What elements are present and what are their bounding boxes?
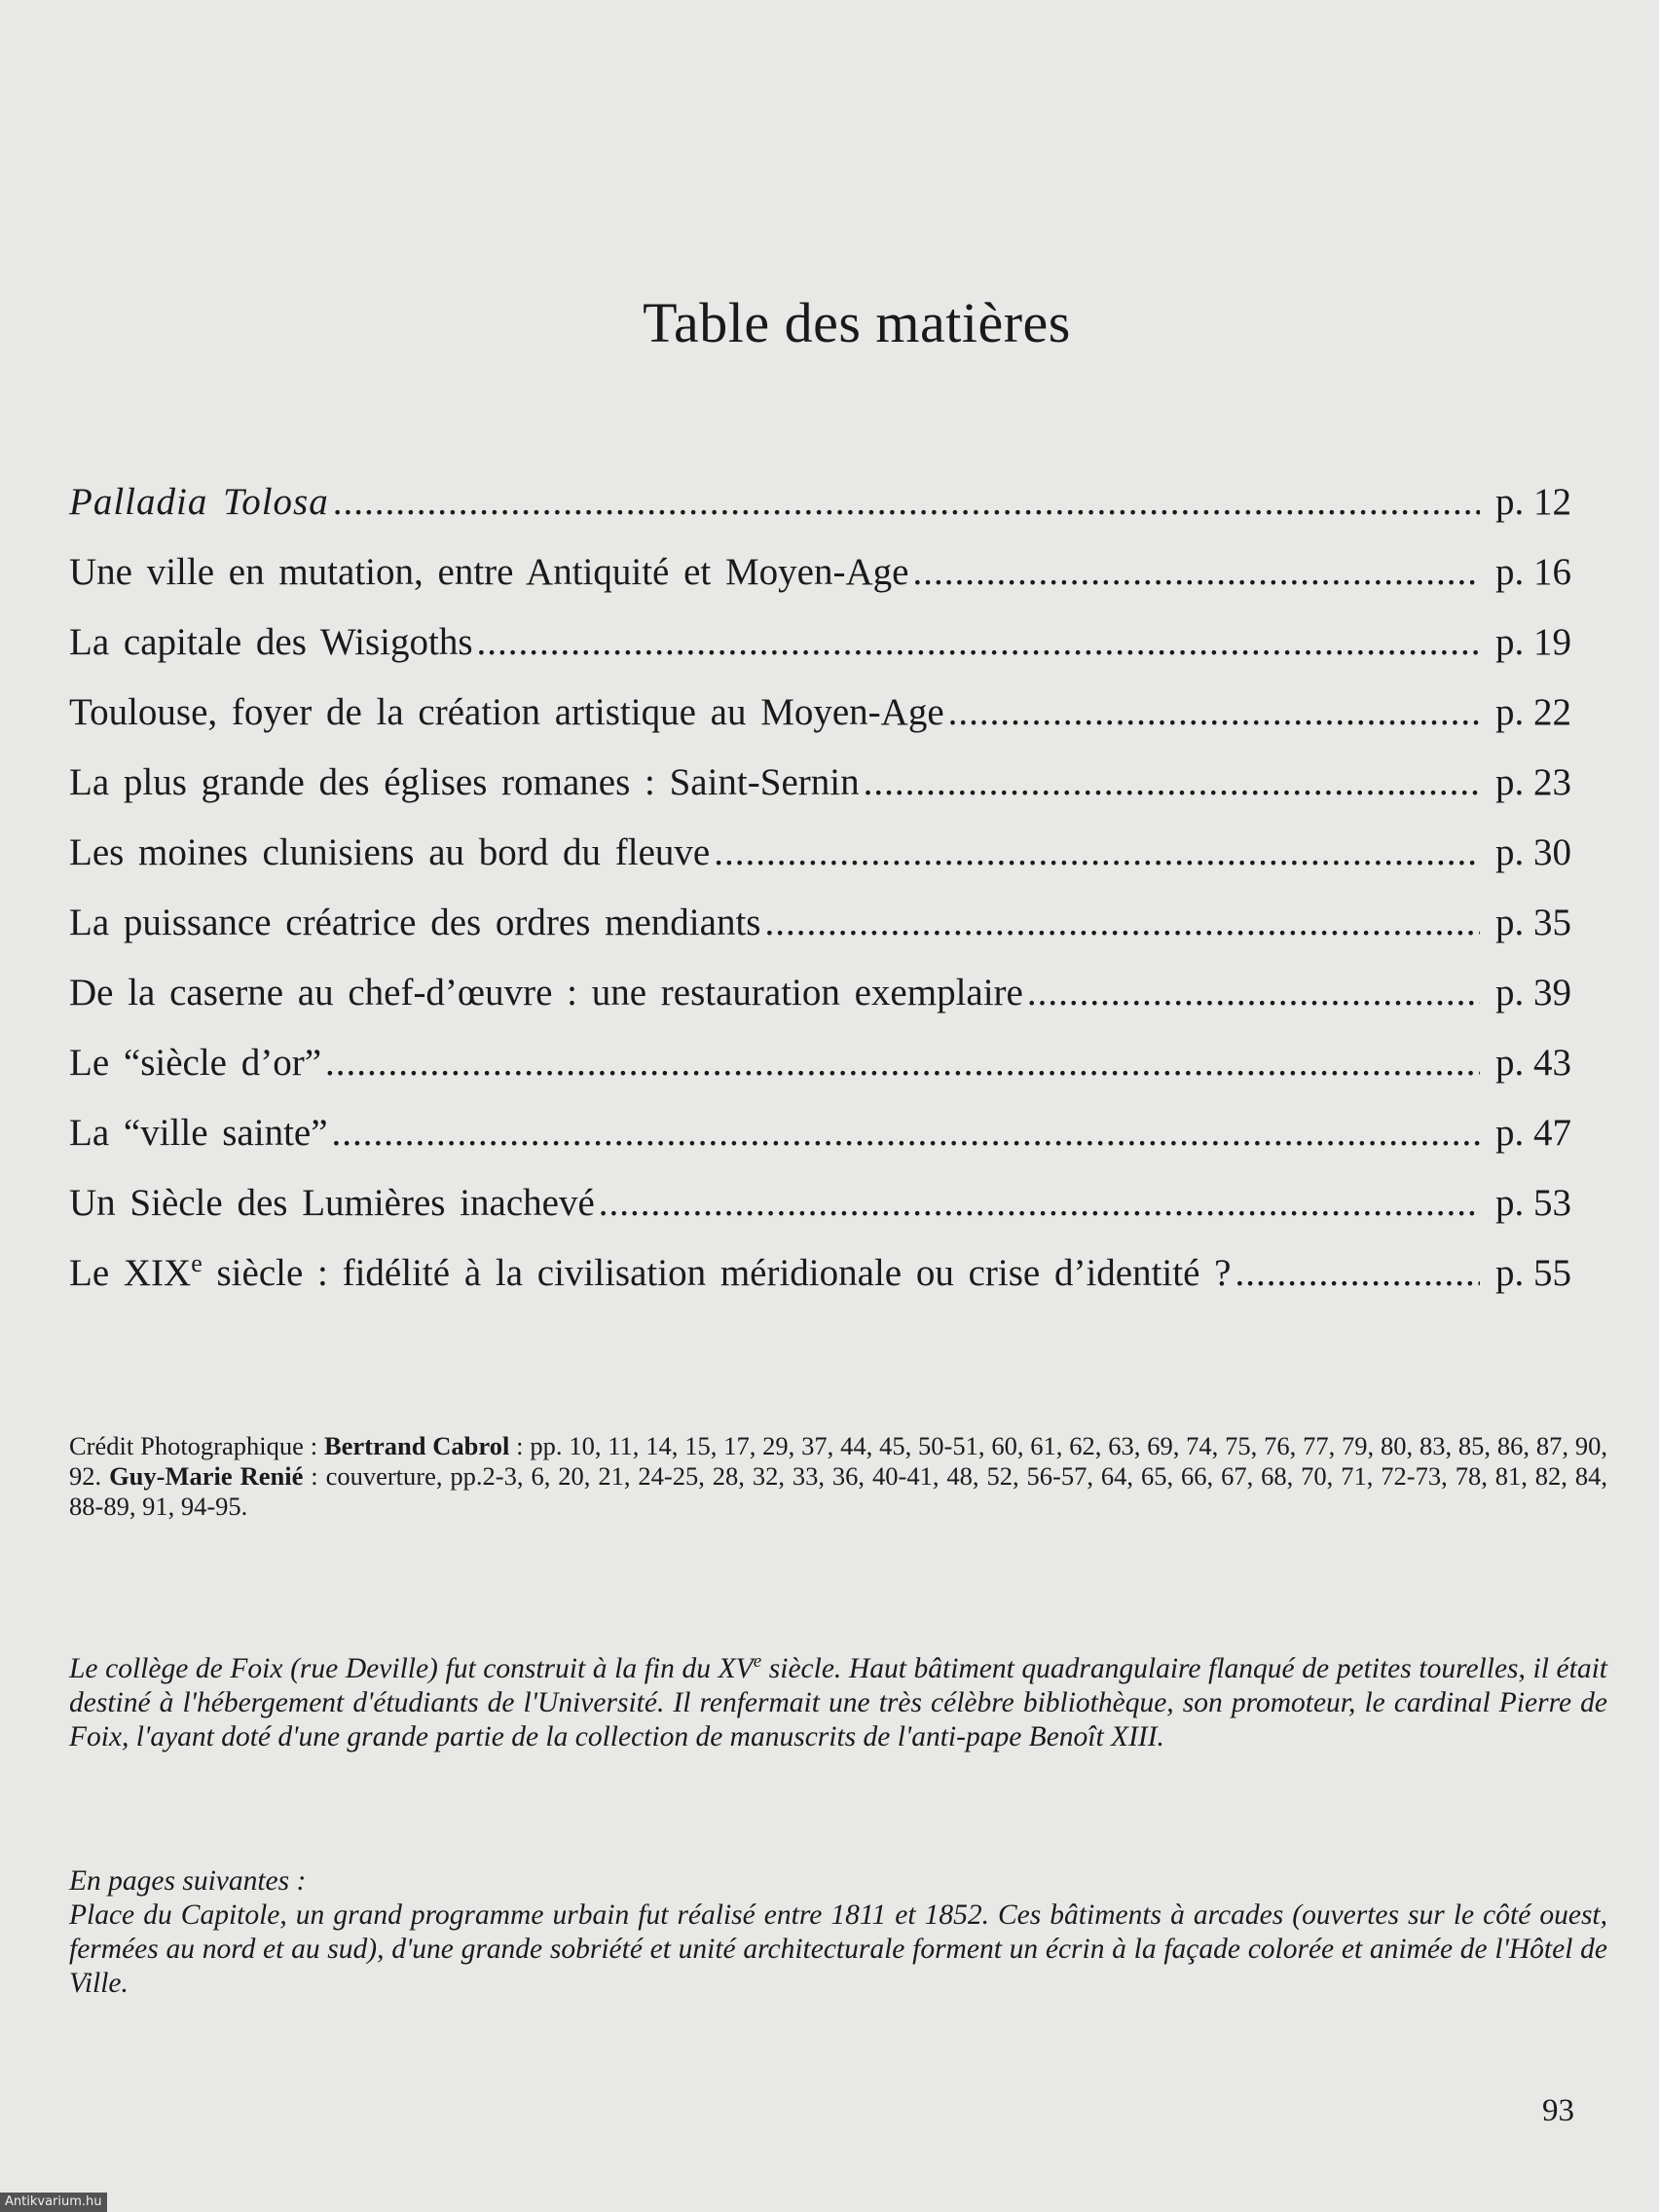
caption-text: Le collège de Foix (rue Deville) fut construit à la fin du XV [69,1653,754,1684]
photographer-name: Guy-Marie Renié [109,1461,304,1491]
toc-entry [69,1246,1627,1316]
toc-entry-title: Palladia Tolosa [69,481,329,523]
caption-college-de-foix [69,1652,1607,1754]
dot-leader [325,1036,1480,1090]
toc-entry-page: p. 35 [1495,902,1571,943]
credits-pages: : couverture, pp.2-3, 6, 20, 21, 24-25, 28, 32, 33, 36, 40-41, 48, 52, 56-57, 64, 65, 66, 67, 68, 70, 71, 72-73, 78, 81, 82, 84, 88-89, 91, 94-95. [69,1461,1607,1521]
toc-entry-title: Le “siècle d’or” [69,1042,322,1084]
toc-entry-page: p. 43 [1495,1042,1571,1084]
dot-leader [714,826,1480,880]
dot-leader [864,756,1480,810]
photo-credits [69,1431,1607,1522]
toc-entry-page: p. 16 [1495,551,1571,593]
table-of-contents [69,475,1627,1316]
superscript: e [753,1651,762,1673]
toc-entry-page: p. 23 [1495,761,1571,803]
toc-entry-title: Un Siècle des Lumières inachevé [69,1182,595,1224]
toc-entry-page: p. 22 [1495,691,1571,733]
dot-leader [333,475,1480,530]
toc-entry [69,1036,1627,1106]
dot-leader [599,1176,1480,1231]
caption-heading: En pages suivantes : [69,1865,307,1897]
toc-entry [69,1106,1627,1176]
toc-entry-title-part: siècle : fidélité à la civilisation méridionale ou crise d’identité ? [202,1252,1232,1294]
toc-entry-title: Une ville en mutation, entre Antiquité et Moyen-Age [69,551,909,593]
dot-leader [1235,1246,1480,1301]
toc-entry-title-part: Le XIX [69,1252,192,1294]
toc-entry-title: De la caserne au chef-d’œuvre : une restauration exemplaire [69,972,1023,1014]
caption-text: siècle. Haut bâtiment quadrangulaire flanqué de petites tourelles, il était destiné à l'hébergement d'étudiants de l'Université. Il renfermait une très célèbre bibliothèque, son promoteur, le cardinal Pierre de Foix, l'ayant doté d'une grande partie de la collection de manuscrits de l'anti-pape Benoît XIII. [69,1653,1607,1752]
caption-text: Place du Capitole, un grand programme urbain fut réalisé entre 1811 et 1852. Ces bâtiments à arcades (ouvertes sur le côté ouest, fermées au nord et au sud), d'une grande sobriété et unité architecturale forment un écrin à la façade colorée et animée de l'Hôtel de Ville. [69,1899,1607,1999]
toc-entry-title: Toulouse, foyer de la création artistique au Moyen-Age [69,691,944,733]
toc-entry-title [69,1246,1231,1301]
toc-entry-title: La “ville sainte” [69,1112,328,1154]
toc-entry [69,896,1627,966]
toc-entry-page: p. 12 [1495,481,1571,523]
superscript: e [191,1249,203,1277]
toc-entry-title: La plus grande des églises romanes : Saint-Sernin [69,761,860,803]
toc-entry-page: p. 47 [1495,1112,1571,1154]
toc-entry [69,475,1627,545]
toc-entry-title: La puissance créatrice des ordres mendiants [69,902,761,943]
dot-leader [948,685,1480,740]
caption-next-pages [69,1864,1607,2001]
toc-entry-title: Les moines clunisiens au bord du fleuve [69,831,711,873]
photographer-name: Bertrand Cabrol [323,1431,510,1460]
page-title: Table des matières [643,291,1071,354]
dot-leader [332,1106,1480,1161]
toc-entry [69,756,1627,826]
toc-entry-page: p. 30 [1495,831,1571,873]
credits-pages: : pp. 10, 11, 14, 15, 17, 29, 37, 44, 45, 50-51, 60, 61, 62, 63, 69, 74, 75, 76, 77, 79, 80, 83, 85, 86, 87, 90, 92. [69,1431,1607,1491]
dot-leader [477,615,1480,670]
toc-entry [69,966,1627,1036]
dot-leader [912,545,1480,600]
toc-entry-title: La capitale des Wisigoths [69,621,473,663]
dot-leader [764,896,1480,950]
toc-entry [69,1176,1627,1246]
dot-leader [1027,966,1480,1020]
toc-entry-page: p. 39 [1495,972,1571,1014]
toc-entry [69,545,1627,615]
toc-entry [69,615,1627,685]
toc-entry-page: p. 55 [1495,1252,1571,1294]
page-number: 93 [1542,2093,1574,2128]
toc-entry [69,685,1627,756]
watermark: Antikvarium.hu [0,2193,107,2212]
toc-entry [69,826,1627,896]
credits-label: Crédit Photographique : [69,1431,324,1460]
toc-entry-page: p. 53 [1495,1182,1571,1224]
toc-entry-page: p. 19 [1495,621,1571,663]
